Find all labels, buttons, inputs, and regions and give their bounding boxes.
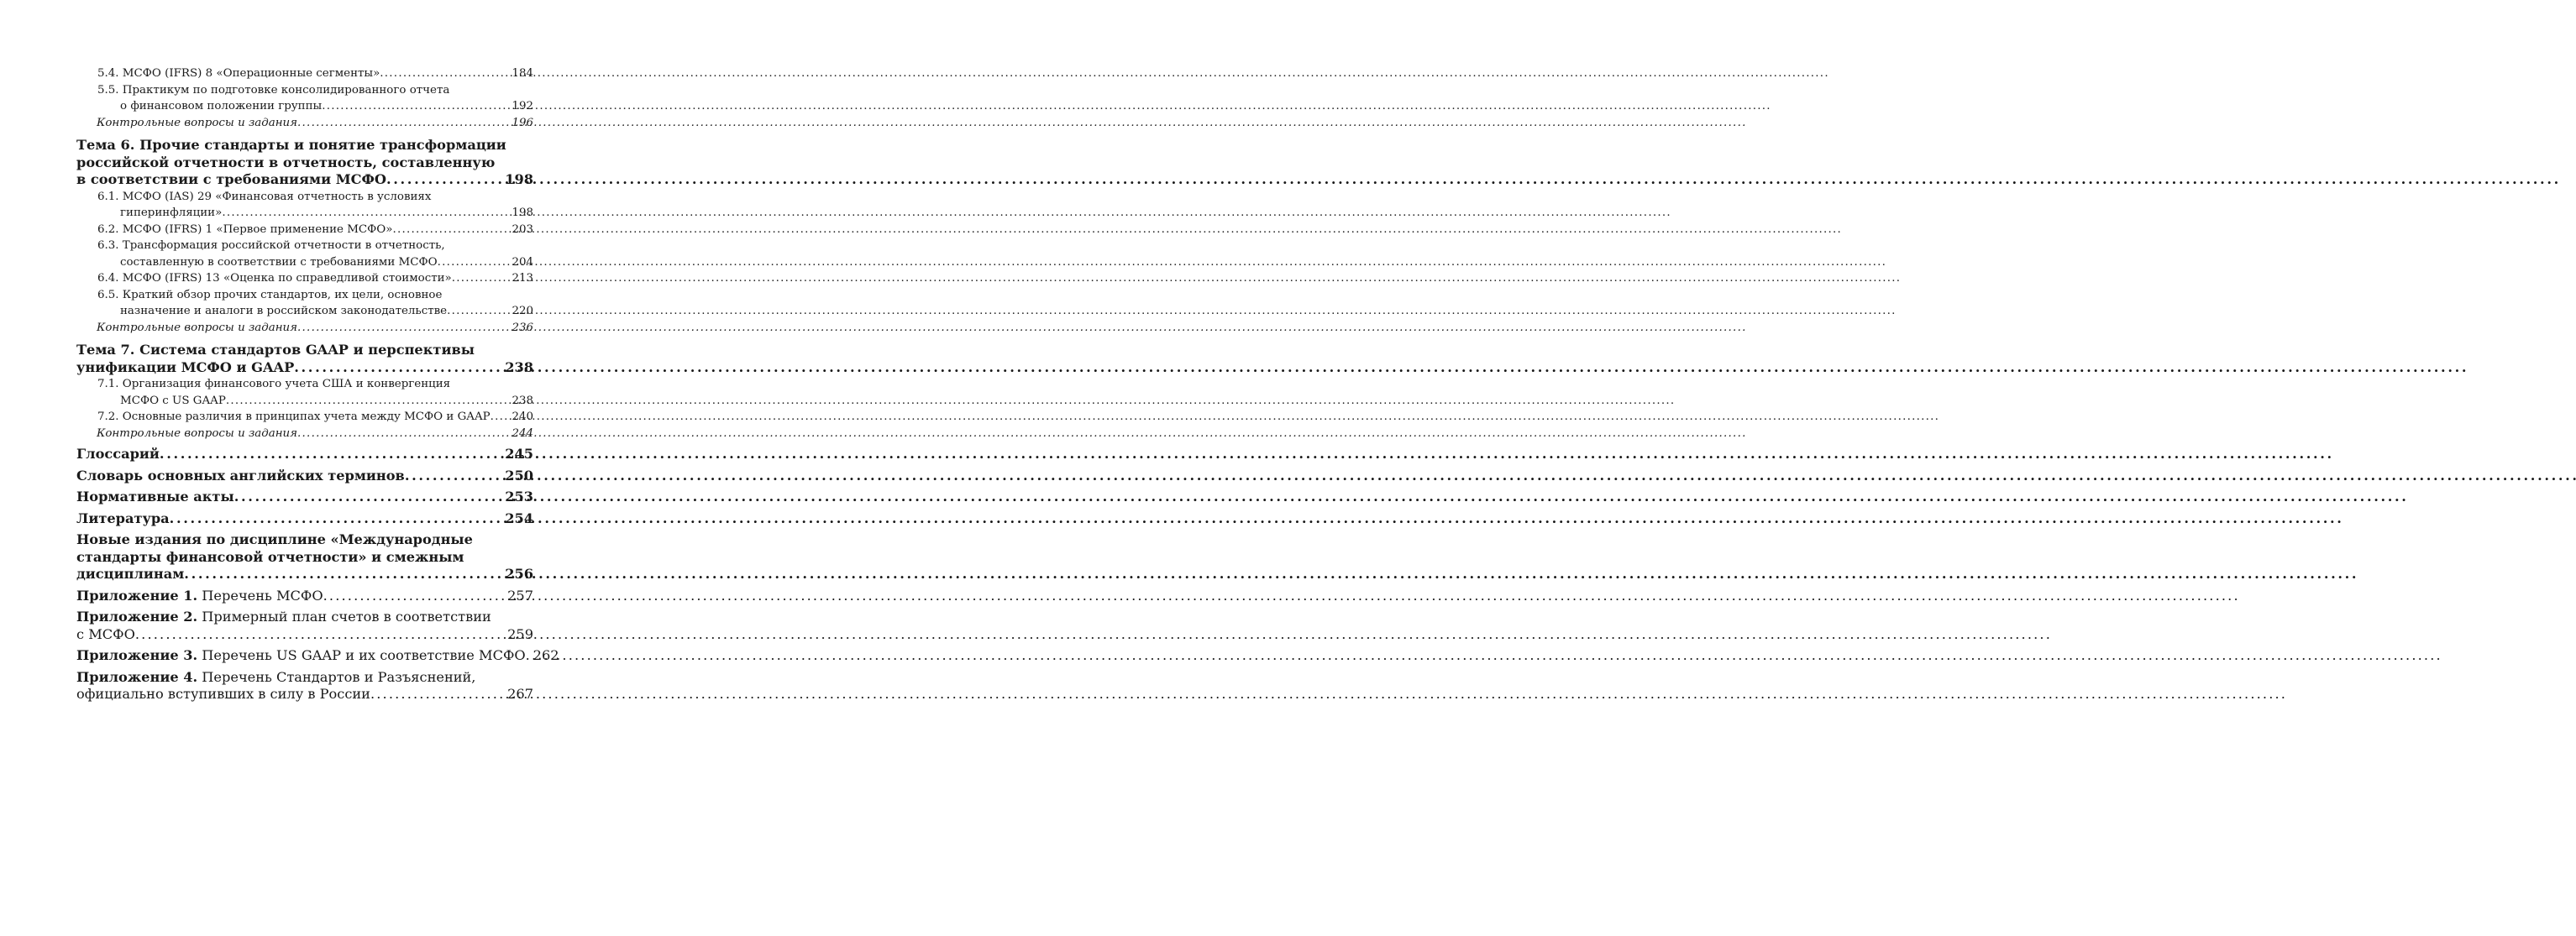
entry-title: 5.4. МСФО (IFRS) 8 «Операционные сегменты»: [97, 67, 380, 80]
page-number: 236: [512, 321, 533, 334]
entry-title-line: 7.1. Организация финансового учета США и конвергенция: [97, 378, 451, 390]
toc-entry-7-1: [97, 376, 533, 409]
appendix-label: Приложение 1.: [76, 587, 198, 604]
dot-leader: [234, 489, 505, 506]
dot-leader: [184, 566, 504, 583]
toc-entry-control-questions-5: [97, 115, 533, 132]
toc-entry-5-4: [97, 65, 533, 82]
entry-title-line: назначение и аналоги в российском законодательстве: [120, 305, 448, 317]
page-number: 262: [533, 647, 559, 663]
page-number: 213: [512, 272, 533, 285]
page-number: 192: [512, 100, 533, 112]
toc-topic-7: [76, 342, 533, 376]
page-number: 256: [505, 566, 533, 582]
toc-entry-6-4: [97, 270, 533, 287]
dot-leader: [386, 171, 504, 189]
dot-leader: [370, 686, 506, 703]
entry-title-line: Перечень Стандартов и Разъяснений,: [197, 668, 476, 685]
page-number: 244: [512, 426, 533, 440]
appendix-label: Приложение 2.: [76, 609, 198, 625]
entry-title: 6.2. МСФО (IFRS) 1 «Первое применение МСФО»: [97, 222, 393, 236]
dot-leader: [438, 254, 512, 271]
appendix-label: Приложение 4.: [76, 668, 198, 685]
dot-leader: [160, 446, 504, 463]
dot-leader: [135, 626, 506, 644]
appendix-label: Приложение 3.: [76, 647, 198, 663]
toc-entry-7-2: [97, 409, 533, 426]
entry-title: Контрольные вопросы и задания: [97, 116, 298, 129]
dot-leader: [323, 588, 506, 605]
page-number: 238: [505, 358, 533, 375]
entry-title: Перечень МСФО: [197, 587, 323, 604]
page-number: 267: [507, 686, 533, 702]
toc-dictionary: [76, 468, 533, 485]
entry-title: 7.2. Основные различия в принципах учета между МСФО и GAAP: [97, 410, 491, 423]
topic-title-line: российской отчетности в отчетность, составленную: [76, 154, 496, 170]
dot-leader: [297, 320, 511, 337]
entry-title-line: Примерный план счетов в соответствии: [197, 609, 491, 625]
toc-glossary: [76, 446, 533, 463]
entry-title-line: 6.1. МСФО (IAS) 29 «Финансовая отчетность в условиях: [97, 190, 432, 203]
entry-title-line: стандарты финансовой отчетности» и смежным: [76, 548, 464, 565]
toc-entry-control-questions-6: [97, 320, 533, 337]
dot-leader: [170, 510, 505, 528]
toc-appendix-4: [76, 669, 533, 703]
page-number: 184: [512, 67, 533, 80]
toc-entry-control-questions-7: [97, 426, 533, 442]
page-number: 203: [512, 222, 533, 236]
dot-leader: [322, 98, 511, 115]
page-number: 240: [512, 410, 533, 423]
page-number: 254: [505, 510, 533, 526]
page-number: 220: [512, 305, 533, 317]
dot-leader: [405, 468, 504, 485]
toc-literature: [76, 510, 533, 528]
dot-leader: [222, 205, 511, 222]
entry-title-line: дисциплинам: [76, 566, 185, 582]
toc-entry-6-1: [97, 189, 533, 222]
toc-appendix-1: [76, 588, 533, 605]
topic-title-line: Тема 6. Прочие стандарты и понятие трансформации: [76, 137, 506, 153]
entry-title-line: составленную в соответствии с требованиями МСФО: [120, 255, 438, 269]
entry-title: Контрольные вопросы и задания: [97, 321, 298, 334]
entry-title: Глоссарий: [76, 446, 160, 462]
topic-title-line: унификации МСФО и GAAP: [76, 358, 295, 375]
dot-leader: [226, 393, 512, 410]
dot-leader: [297, 115, 511, 132]
entry-title-line: 6.3. Трансформация российской отчетности в отчетность,: [97, 239, 445, 252]
page-number: 198: [505, 171, 533, 187]
toc-entry-6-3: [97, 238, 533, 270]
entry-title-line: 6.5. Краткий обзор прочих стандартов, их цели, основное: [97, 288, 443, 301]
toc-entry-5-5: [97, 82, 533, 115]
dot-leader: [380, 65, 511, 82]
entry-title: Словарь основных английских терминов: [76, 467, 405, 484]
dot-leader: [392, 222, 511, 238]
toc-topic-6: [76, 137, 533, 189]
entry-title-line: гиперинфляции»: [120, 207, 223, 219]
entry-title: Контрольные вопросы и задания: [97, 426, 298, 440]
entry-title-line: Новые издания по дисциплине «Международные: [76, 531, 473, 547]
entry-title: 6.4. МСФО (IFRS) 13 «Оценка по справедливой стоимости»: [97, 272, 452, 285]
page-number: 259: [507, 625, 533, 642]
page-number: 238: [512, 394, 533, 407]
table-of-contents: [76, 65, 559, 703]
entry-title-line: о финансовом положении группы: [120, 100, 323, 112]
dot-leader: [294, 359, 504, 377]
page-number: 196: [512, 116, 533, 129]
dot-leader: [526, 647, 533, 665]
entry-title-line: МСФО с US GAAP: [120, 394, 226, 407]
topic-title-line: Тема 7. Система стандартов GAAP и перспективы: [76, 342, 475, 358]
toc-entry-6-2: [97, 222, 533, 238]
toc-appendix-3: [76, 647, 559, 665]
entry-title-line: официально вступивших в силу в России: [76, 686, 370, 702]
page-number: 204: [512, 255, 533, 269]
dot-leader: [452, 270, 512, 287]
toc-appendix-2: [76, 609, 533, 643]
entry-title: Перечень US GAAP и их соответствие МСФО: [197, 647, 526, 663]
dot-leader: [447, 303, 511, 320]
page-number: 253: [505, 489, 533, 505]
page-number: 198: [512, 207, 533, 219]
entry-title-line: 5.5. Практикум по подготовке консолидированного отчета: [97, 83, 450, 97]
toc-new-editions: [76, 531, 533, 583]
entry-title-line: с МСФО: [76, 625, 135, 642]
dot-leader: [491, 409, 512, 426]
topic-title-line: в соответствии с требованиями МСФО: [76, 171, 386, 187]
page-number: 245: [505, 446, 533, 462]
page-number: 257: [507, 587, 533, 604]
toc-entry-6-5: [97, 287, 533, 320]
dot-leader: [297, 426, 511, 442]
toc-normative-acts: [76, 489, 533, 506]
entry-title: Нормативные акты: [76, 489, 234, 505]
page-number: 250: [505, 467, 533, 484]
entry-title: Литература: [76, 510, 170, 526]
